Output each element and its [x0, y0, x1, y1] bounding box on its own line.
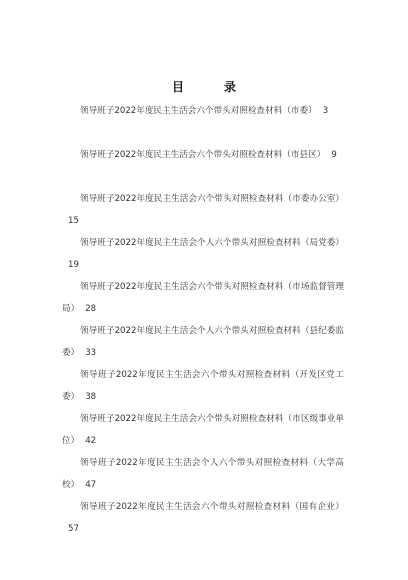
toc-entry[interactable]	[62, 452, 344, 496]
toc-entry-text: 领导班子2022年度民主生活会六个带头对照检查材料（开发区党工委）	[62, 370, 344, 402]
toc-list	[62, 100, 344, 540]
toc-entry[interactable]	[62, 496, 344, 540]
toc-entry-text: 领导班子2022年度民主生活会个人六个带头对照检查材料（局党委）	[80, 238, 344, 248]
toc-entry[interactable]	[62, 188, 344, 232]
toc-entry[interactable]	[62, 408, 344, 452]
toc-entry[interactable]	[62, 100, 344, 144]
toc-entry-page: 33	[85, 348, 97, 358]
toc-entry-page: 28	[85, 304, 97, 314]
toc-entry-page: 19	[68, 260, 79, 270]
toc-entry[interactable]	[62, 276, 344, 320]
toc-entry-text: 领导班子2022年度民主生活会六个带头对照检查材料（市场监督管理局）	[62, 282, 344, 314]
toc-entry-text: 领导班子2022年度民主生活会个人六个带头对照检查材料（县纪委监委）	[62, 326, 344, 358]
toc-entry-page: 42	[85, 436, 97, 446]
toc-entry-page: 3	[322, 106, 329, 116]
toc-entry-text: 领导班子2022年度民主生活会六个带头对照检查材料（市委办公室）	[80, 194, 344, 204]
toc-entry-text: 领导班子2022年度民主生活会个人六个带头对照检查材料（大学高校）	[62, 458, 344, 490]
toc-entry-page: 15	[68, 216, 79, 226]
toc-entry-page: 38	[85, 392, 97, 402]
toc-entry[interactable]	[62, 364, 344, 408]
toc-entry-text: 领导班子2022年度民主生活会六个带头对照检查材料（市委）	[80, 106, 317, 116]
toc-title: 目 录	[171, 80, 250, 94]
toc-entry[interactable]	[62, 232, 344, 276]
toc-entry-page: 9	[331, 150, 337, 160]
toc-entry[interactable]	[62, 144, 344, 188]
toc-entry-text: 领导班子2022年度民主生活会六个带头对照检查材料（市县区）	[80, 150, 326, 160]
toc-entry[interactable]	[62, 320, 344, 364]
toc-entry-text: 领导班子2022年度民主生活会六个带头对照检查材料（市区级事业单位）	[62, 414, 344, 446]
toc-entry-page: 57	[68, 524, 79, 534]
toc-entry-text: 领导班子2022年度民主生活会六个带头对照检查材料（国有企业）	[80, 502, 344, 512]
toc-entry-page: 47	[85, 480, 97, 490]
